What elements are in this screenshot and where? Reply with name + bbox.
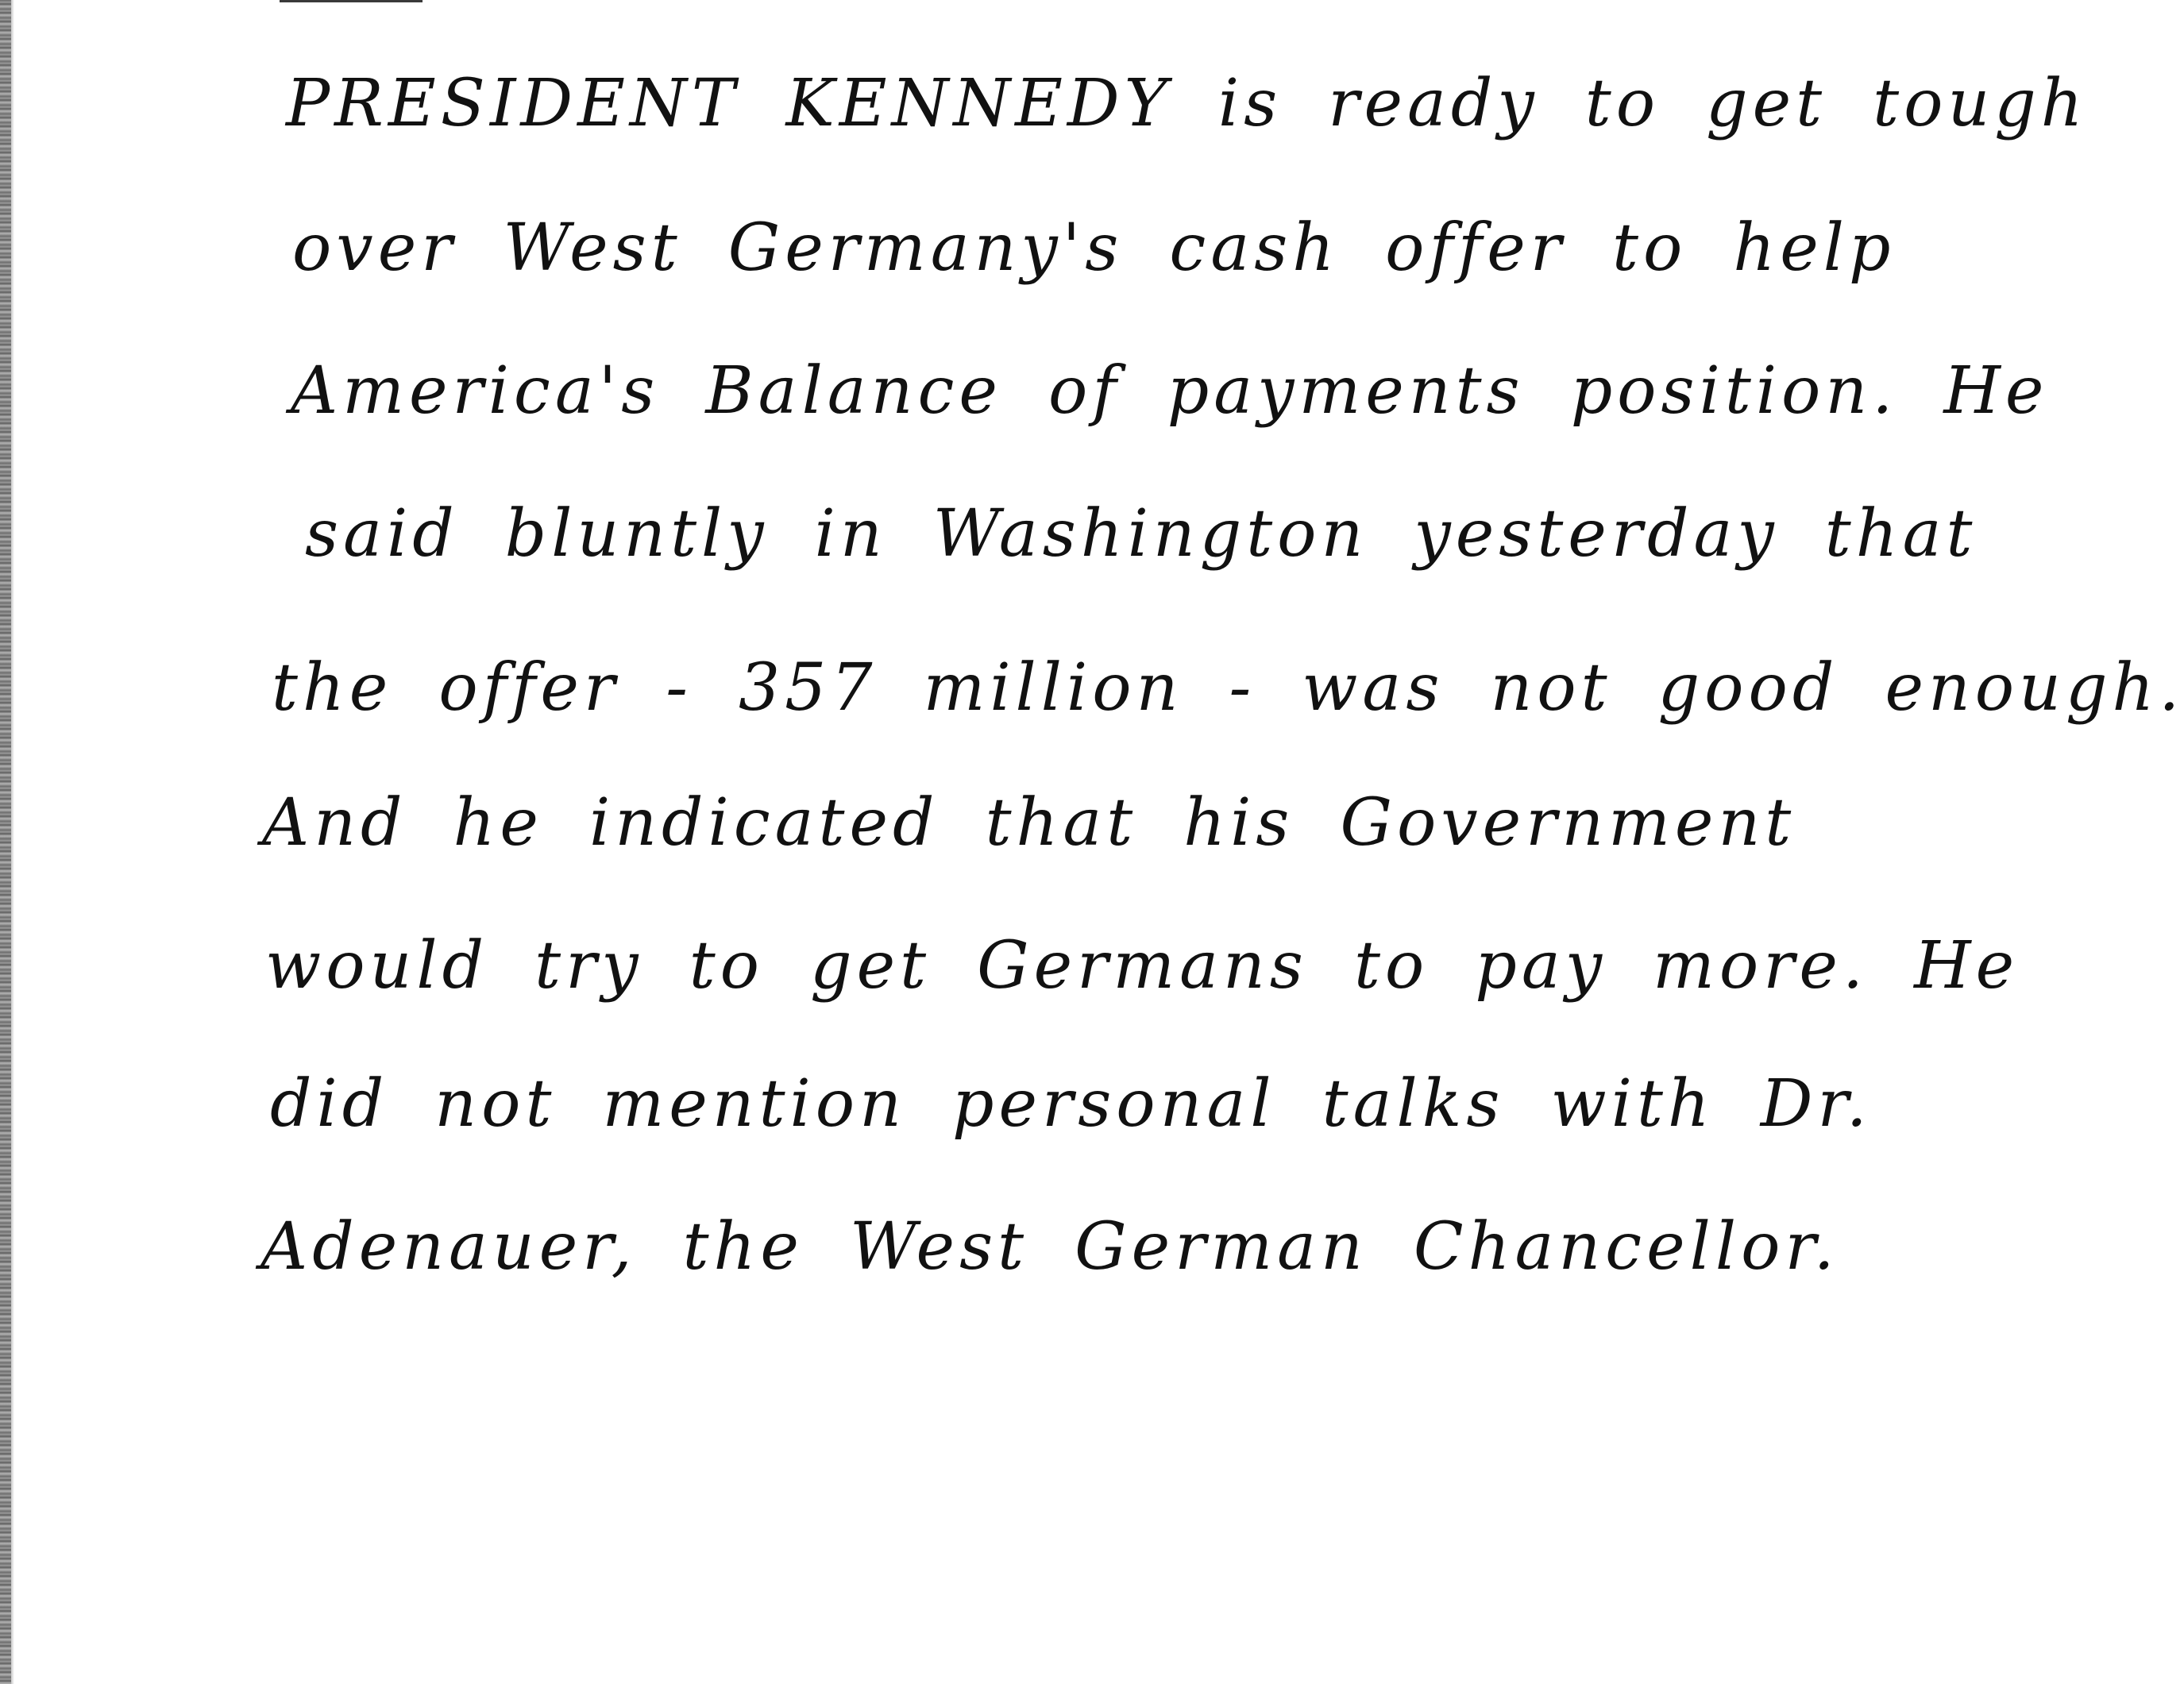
top-rule-line: [280, 0, 423, 2]
scan-edge-shadow: [11, 0, 14, 1684]
scan-edge: [0, 0, 11, 1684]
text-line-9: Adenauer, the West German Chancellor.: [260, 1209, 1839, 1285]
text-line-7: would try to get Germans to pay more. He: [265, 928, 2020, 1004]
text-line-1: PRESIDENT KENNEDY is ready to get tough: [286, 66, 2088, 141]
text-line-3: America's Balance of payments position. He: [291, 353, 2049, 429]
text-line-6: And he indicated that his Government: [262, 785, 1796, 861]
text-line-2: over West Germany's cash offer to help: [292, 210, 1896, 286]
text-line-4: said bluntly in Washington yesterday that: [305, 496, 1978, 572]
text-line-5: the offer - 357 million - was not good enough.: [272, 650, 2184, 726]
text-line-8: did not mention personal talks with Dr.: [270, 1066, 1872, 1142]
